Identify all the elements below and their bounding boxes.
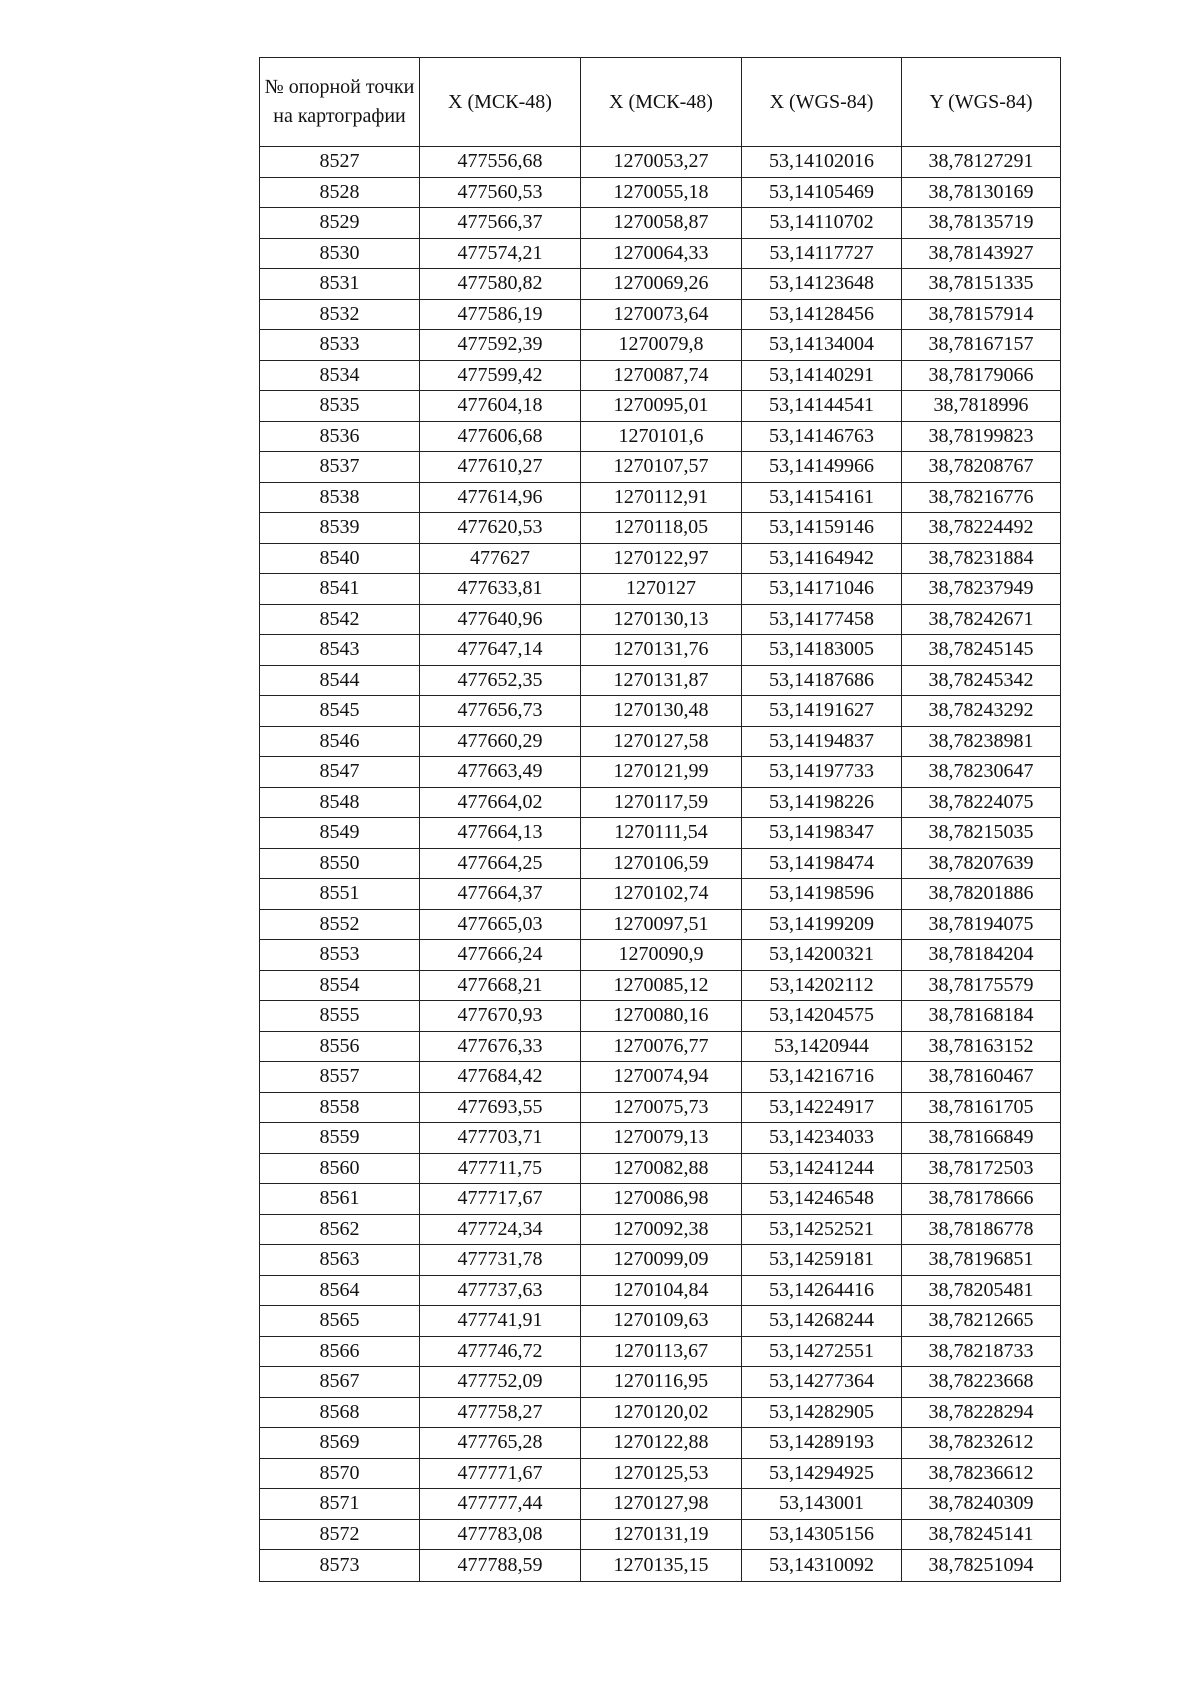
cell-y-wgs84: 38,78216776 — [902, 482, 1061, 513]
cell-x-wgs84: 53,14202112 — [742, 970, 902, 1001]
cell-x-msk48-second: 1270135,15 — [581, 1550, 742, 1582]
cell-x-msk48: 477560,53 — [420, 177, 581, 208]
cell-y-wgs84: 38,78245342 — [902, 665, 1061, 696]
cell-x-wgs84: 53,1420944 — [742, 1031, 902, 1062]
cell-x-msk48: 477633,81 — [420, 574, 581, 605]
cell-x-msk48-second: 1270092,38 — [581, 1214, 742, 1245]
cell-x-msk48: 477660,29 — [420, 726, 581, 757]
cell-point-number: 8543 — [260, 635, 420, 666]
cell-x-wgs84: 53,14234033 — [742, 1123, 902, 1154]
table-row — [260, 360, 1061, 391]
table-row — [260, 787, 1061, 818]
cell-y-wgs84: 38,78167157 — [902, 330, 1061, 361]
cell-x-wgs84: 53,14198226 — [742, 787, 902, 818]
table-row — [260, 726, 1061, 757]
cell-x-msk48-second: 1270097,51 — [581, 909, 742, 940]
cell-point-number: 8553 — [260, 940, 420, 971]
table-row — [260, 1123, 1061, 1154]
cell-x-wgs84: 53,14199209 — [742, 909, 902, 940]
cell-x-msk48-second: 1270099,09 — [581, 1245, 742, 1276]
cell-x-msk48: 477663,49 — [420, 757, 581, 788]
cell-y-wgs84: 38,78218733 — [902, 1336, 1061, 1367]
table-row — [260, 391, 1061, 422]
cell-point-number: 8551 — [260, 879, 420, 910]
cell-x-msk48: 477665,03 — [420, 909, 581, 940]
table-header — [260, 58, 1061, 147]
cell-x-wgs84: 53,14105469 — [742, 177, 902, 208]
table-row — [260, 1367, 1061, 1398]
cell-point-number: 8564 — [260, 1275, 420, 1306]
cell-x-msk48-second: 1270069,26 — [581, 269, 742, 300]
table-row — [260, 1092, 1061, 1123]
cell-y-wgs84: 38,78230647 — [902, 757, 1061, 788]
cell-x-msk48: 477777,44 — [420, 1489, 581, 1520]
cell-y-wgs84: 38,78243292 — [902, 696, 1061, 727]
cell-x-wgs84: 53,14117727 — [742, 238, 902, 269]
cell-point-number: 8544 — [260, 665, 420, 696]
cell-x-wgs84: 53,143001 — [742, 1489, 902, 1520]
cell-x-msk48: 477647,14 — [420, 635, 581, 666]
cell-x-msk48: 477668,21 — [420, 970, 581, 1001]
cell-x-msk48-second: 1270090,9 — [581, 940, 742, 971]
cell-y-wgs84: 38,78224492 — [902, 513, 1061, 544]
table-row — [260, 574, 1061, 605]
cell-x-wgs84: 53,14241244 — [742, 1153, 902, 1184]
cell-y-wgs84: 38,78161705 — [902, 1092, 1061, 1123]
cell-x-wgs84: 53,14140291 — [742, 360, 902, 391]
table-row — [260, 970, 1061, 1001]
cell-x-wgs84: 53,14259181 — [742, 1245, 902, 1276]
cell-x-msk48: 477666,24 — [420, 940, 581, 971]
cell-y-wgs84: 38,78232612 — [902, 1428, 1061, 1459]
cell-point-number: 8527 — [260, 147, 420, 178]
cell-x-wgs84: 53,14305156 — [742, 1519, 902, 1550]
cell-x-wgs84: 53,14128456 — [742, 299, 902, 330]
table-body — [260, 147, 1061, 1582]
cell-y-wgs84: 38,78231884 — [902, 543, 1061, 574]
cell-y-wgs84: 38,78205481 — [902, 1275, 1061, 1306]
cell-x-msk48: 477717,67 — [420, 1184, 581, 1215]
cell-x-wgs84: 53,14191627 — [742, 696, 902, 727]
cell-x-msk48: 477724,34 — [420, 1214, 581, 1245]
cell-point-number: 8546 — [260, 726, 420, 757]
table-row — [260, 665, 1061, 696]
cell-x-msk48: 477614,96 — [420, 482, 581, 513]
cell-x-msk48: 477664,37 — [420, 879, 581, 910]
cell-point-number: 8573 — [260, 1550, 420, 1582]
cell-x-msk48-second: 1270131,19 — [581, 1519, 742, 1550]
table-row — [260, 1062, 1061, 1093]
cell-x-msk48-second: 1270076,77 — [581, 1031, 742, 1062]
cell-point-number: 8535 — [260, 391, 420, 422]
cell-x-msk48: 477640,96 — [420, 604, 581, 635]
cell-y-wgs84: 38,78237949 — [902, 574, 1061, 605]
cell-x-wgs84: 53,14200321 — [742, 940, 902, 971]
cell-x-msk48-second: 1270080,16 — [581, 1001, 742, 1032]
cell-x-msk48: 477676,33 — [420, 1031, 581, 1062]
cell-x-msk48-second: 1270118,05 — [581, 513, 742, 544]
cell-x-wgs84: 53,14149966 — [742, 452, 902, 483]
cell-x-msk48-second: 1270106,59 — [581, 848, 742, 879]
header-point-number: № опорной точки на картографии — [260, 58, 420, 147]
cell-x-msk48: 477656,73 — [420, 696, 581, 727]
cell-point-number: 8568 — [260, 1397, 420, 1428]
cell-point-number: 8549 — [260, 818, 420, 849]
table-row — [260, 147, 1061, 178]
cell-point-number: 8548 — [260, 787, 420, 818]
cell-x-wgs84: 53,14272551 — [742, 1336, 902, 1367]
cell-x-wgs84: 53,14289193 — [742, 1428, 902, 1459]
cell-x-msk48: 477566,37 — [420, 208, 581, 239]
table-row — [260, 696, 1061, 727]
cell-x-wgs84: 53,14277364 — [742, 1367, 902, 1398]
cell-x-msk48: 477610,27 — [420, 452, 581, 483]
cell-x-msk48-second: 1270117,59 — [581, 787, 742, 818]
cell-x-msk48-second: 1270130,48 — [581, 696, 742, 727]
cell-x-msk48: 477592,39 — [420, 330, 581, 361]
cell-y-wgs84: 38,7818996 — [902, 391, 1061, 422]
cell-x-wgs84: 53,14187686 — [742, 665, 902, 696]
table-row — [260, 1184, 1061, 1215]
table-row — [260, 1001, 1061, 1032]
cell-point-number: 8567 — [260, 1367, 420, 1398]
cell-x-msk48: 477783,08 — [420, 1519, 581, 1550]
cell-y-wgs84: 38,78127291 — [902, 147, 1061, 178]
cell-y-wgs84: 38,78168184 — [902, 1001, 1061, 1032]
cell-y-wgs84: 38,78236612 — [902, 1458, 1061, 1489]
cell-y-wgs84: 38,78151335 — [902, 269, 1061, 300]
cell-point-number: 8571 — [260, 1489, 420, 1520]
cell-y-wgs84: 38,78215035 — [902, 818, 1061, 849]
cell-y-wgs84: 38,78242671 — [902, 604, 1061, 635]
table-row — [260, 635, 1061, 666]
cell-x-wgs84: 53,14282905 — [742, 1397, 902, 1428]
cell-x-msk48-second: 1270109,63 — [581, 1306, 742, 1337]
cell-x-msk48: 477731,78 — [420, 1245, 581, 1276]
cell-x-msk48: 477664,02 — [420, 787, 581, 818]
cell-point-number: 8555 — [260, 1001, 420, 1032]
cell-x-msk48-second: 1270131,76 — [581, 635, 742, 666]
cell-x-msk48: 477765,28 — [420, 1428, 581, 1459]
cell-x-wgs84: 53,14183005 — [742, 635, 902, 666]
cell-point-number: 8531 — [260, 269, 420, 300]
cell-point-number: 8556 — [260, 1031, 420, 1062]
cell-y-wgs84: 38,78223668 — [902, 1367, 1061, 1398]
cell-x-wgs84: 53,14198474 — [742, 848, 902, 879]
cell-x-wgs84: 53,14171046 — [742, 574, 902, 605]
cell-x-msk48-second: 1270075,73 — [581, 1092, 742, 1123]
cell-x-msk48: 477606,68 — [420, 421, 581, 452]
cell-x-msk48-second: 1270074,94 — [581, 1062, 742, 1093]
cell-x-msk48: 477741,91 — [420, 1306, 581, 1337]
table-row — [260, 909, 1061, 940]
cell-x-wgs84: 53,14264416 — [742, 1275, 902, 1306]
cell-point-number: 8545 — [260, 696, 420, 727]
cell-y-wgs84: 38,78212665 — [902, 1306, 1061, 1337]
cell-x-wgs84: 53,14134004 — [742, 330, 902, 361]
cell-point-number: 8528 — [260, 177, 420, 208]
cell-point-number: 8550 — [260, 848, 420, 879]
table-row — [260, 1458, 1061, 1489]
table-row — [260, 1489, 1061, 1520]
cell-x-msk48-second: 1270120,02 — [581, 1397, 742, 1428]
table-row — [260, 177, 1061, 208]
cell-x-wgs84: 53,14268244 — [742, 1306, 902, 1337]
cell-x-wgs84: 53,14194837 — [742, 726, 902, 757]
cell-point-number: 8570 — [260, 1458, 420, 1489]
table-row — [260, 513, 1061, 544]
cell-x-msk48-second: 1270127 — [581, 574, 742, 605]
cell-y-wgs84: 38,78208767 — [902, 452, 1061, 483]
cell-x-msk48-second: 1270125,53 — [581, 1458, 742, 1489]
table-row — [260, 1336, 1061, 1367]
table-row — [260, 848, 1061, 879]
cell-x-wgs84: 53,14198596 — [742, 879, 902, 910]
cell-x-msk48-second: 1270104,84 — [581, 1275, 742, 1306]
cell-x-msk48-second: 1270113,67 — [581, 1336, 742, 1367]
cell-point-number: 8539 — [260, 513, 420, 544]
cell-point-number: 8557 — [260, 1062, 420, 1093]
cell-x-msk48: 477586,19 — [420, 299, 581, 330]
table-row — [260, 238, 1061, 269]
cell-x-msk48: 477752,09 — [420, 1367, 581, 1398]
cell-x-msk48: 477599,42 — [420, 360, 581, 391]
cell-y-wgs84: 38,78199823 — [902, 421, 1061, 452]
cell-point-number: 8572 — [260, 1519, 420, 1550]
cell-y-wgs84: 38,78143927 — [902, 238, 1061, 269]
header-x-msk48-second: X (МСК-48) — [581, 58, 742, 147]
cell-x-msk48-second: 1270082,88 — [581, 1153, 742, 1184]
cell-point-number: 8538 — [260, 482, 420, 513]
cell-y-wgs84: 38,78245145 — [902, 635, 1061, 666]
cell-y-wgs84: 38,78160467 — [902, 1062, 1061, 1093]
cell-x-msk48-second: 1270102,74 — [581, 879, 742, 910]
table-row — [260, 543, 1061, 574]
cell-x-msk48-second: 1270111,54 — [581, 818, 742, 849]
header-row — [260, 58, 1061, 147]
cell-x-msk48-second: 1270095,01 — [581, 391, 742, 422]
cell-x-msk48: 477664,25 — [420, 848, 581, 879]
header-y-wgs84: Y (WGS-84) — [902, 58, 1061, 147]
table-row — [260, 269, 1061, 300]
cell-x-msk48: 477604,18 — [420, 391, 581, 422]
cell-x-msk48: 477652,35 — [420, 665, 581, 696]
cell-y-wgs84: 38,78240309 — [902, 1489, 1061, 1520]
cell-x-msk48-second: 1270079,8 — [581, 330, 742, 361]
cell-y-wgs84: 38,78224075 — [902, 787, 1061, 818]
table-row — [260, 330, 1061, 361]
cell-x-msk48: 477627 — [420, 543, 581, 574]
cell-y-wgs84: 38,78207639 — [902, 848, 1061, 879]
cell-x-msk48-second: 1270107,57 — [581, 452, 742, 483]
table-row — [260, 1428, 1061, 1459]
cell-x-msk48-second: 1270085,12 — [581, 970, 742, 1001]
cell-x-msk48-second: 1270122,88 — [581, 1428, 742, 1459]
cell-x-msk48-second: 1270112,91 — [581, 482, 742, 513]
cell-x-wgs84: 53,14216716 — [742, 1062, 902, 1093]
cell-x-wgs84: 53,14294925 — [742, 1458, 902, 1489]
cell-x-wgs84: 53,14252521 — [742, 1214, 902, 1245]
cell-x-msk48-second: 1270087,74 — [581, 360, 742, 391]
cell-point-number: 8537 — [260, 452, 420, 483]
table-row — [260, 208, 1061, 239]
cell-point-number: 8565 — [260, 1306, 420, 1337]
cell-point-number: 8534 — [260, 360, 420, 391]
cell-point-number: 8540 — [260, 543, 420, 574]
cell-y-wgs84: 38,78196851 — [902, 1245, 1061, 1276]
cell-x-msk48-second: 1270131,87 — [581, 665, 742, 696]
table-row — [260, 452, 1061, 483]
cell-x-msk48-second: 1270073,64 — [581, 299, 742, 330]
cell-x-msk48: 477737,63 — [420, 1275, 581, 1306]
cell-x-wgs84: 53,14146763 — [742, 421, 902, 452]
cell-y-wgs84: 38,78166849 — [902, 1123, 1061, 1154]
cell-point-number: 8533 — [260, 330, 420, 361]
cell-x-wgs84: 53,14123648 — [742, 269, 902, 300]
cell-point-number: 8561 — [260, 1184, 420, 1215]
table-row — [260, 482, 1061, 513]
cell-y-wgs84: 38,78228294 — [902, 1397, 1061, 1428]
cell-x-msk48: 477771,67 — [420, 1458, 581, 1489]
table-row — [260, 1031, 1061, 1062]
cell-x-msk48: 477574,21 — [420, 238, 581, 269]
cell-x-msk48-second: 1270101,6 — [581, 421, 742, 452]
cell-x-msk48: 477758,27 — [420, 1397, 581, 1428]
cell-x-msk48: 477684,42 — [420, 1062, 581, 1093]
cell-x-wgs84: 53,14246548 — [742, 1184, 902, 1215]
cell-x-wgs84: 53,14224917 — [742, 1092, 902, 1123]
table-row — [260, 604, 1061, 635]
cell-x-msk48-second: 1270053,27 — [581, 147, 742, 178]
cell-point-number: 8541 — [260, 574, 420, 605]
cell-x-msk48-second: 1270127,58 — [581, 726, 742, 757]
cell-x-wgs84: 53,14102016 — [742, 147, 902, 178]
cell-x-msk48-second: 1270127,98 — [581, 1489, 742, 1520]
table-row — [260, 1306, 1061, 1337]
cell-x-msk48: 477746,72 — [420, 1336, 581, 1367]
cell-point-number: 8569 — [260, 1428, 420, 1459]
table-row — [260, 1275, 1061, 1306]
cell-x-msk48: 477620,53 — [420, 513, 581, 544]
cell-x-msk48: 477670,93 — [420, 1001, 581, 1032]
table-row — [260, 940, 1061, 971]
cell-y-wgs84: 38,78172503 — [902, 1153, 1061, 1184]
cell-x-wgs84: 53,14204575 — [742, 1001, 902, 1032]
table-row — [260, 1214, 1061, 1245]
coordinates-table — [259, 57, 1061, 1582]
cell-point-number: 8566 — [260, 1336, 420, 1367]
cell-x-wgs84: 53,14197733 — [742, 757, 902, 788]
header-x-wgs84: X (WGS-84) — [742, 58, 902, 147]
cell-x-msk48: 477693,55 — [420, 1092, 581, 1123]
table-row — [260, 1550, 1061, 1582]
cell-y-wgs84: 38,78178666 — [902, 1184, 1061, 1215]
cell-x-wgs84: 53,14159146 — [742, 513, 902, 544]
table-row — [260, 818, 1061, 849]
cell-y-wgs84: 38,78194075 — [902, 909, 1061, 940]
table-row — [260, 299, 1061, 330]
cell-point-number: 8536 — [260, 421, 420, 452]
cell-x-msk48: 477580,82 — [420, 269, 581, 300]
cell-x-msk48: 477788,59 — [420, 1550, 581, 1582]
table-row — [260, 879, 1061, 910]
cell-point-number: 8552 — [260, 909, 420, 940]
cell-y-wgs84: 38,78201886 — [902, 879, 1061, 910]
cell-x-msk48-second: 1270116,95 — [581, 1367, 742, 1398]
cell-x-wgs84: 53,14110702 — [742, 208, 902, 239]
table-row — [260, 1519, 1061, 1550]
cell-y-wgs84: 38,78163152 — [902, 1031, 1061, 1062]
table-row — [260, 421, 1061, 452]
table-row — [260, 1397, 1061, 1428]
cell-point-number: 8558 — [260, 1092, 420, 1123]
cell-point-number: 8554 — [260, 970, 420, 1001]
cell-y-wgs84: 38,78245141 — [902, 1519, 1061, 1550]
cell-x-msk48-second: 1270122,97 — [581, 543, 742, 574]
cell-point-number: 8529 — [260, 208, 420, 239]
cell-point-number: 8530 — [260, 238, 420, 269]
cell-point-number: 8559 — [260, 1123, 420, 1154]
cell-x-wgs84: 53,14144541 — [742, 391, 902, 422]
cell-point-number: 8562 — [260, 1214, 420, 1245]
cell-x-msk48-second: 1270079,13 — [581, 1123, 742, 1154]
cell-y-wgs84: 38,78130169 — [902, 177, 1061, 208]
cell-x-msk48-second: 1270058,87 — [581, 208, 742, 239]
cell-x-msk48: 477556,68 — [420, 147, 581, 178]
table-row — [260, 757, 1061, 788]
cell-y-wgs84: 38,78251094 — [902, 1550, 1061, 1582]
cell-y-wgs84: 38,78238981 — [902, 726, 1061, 757]
cell-x-msk48-second: 1270055,18 — [581, 177, 742, 208]
cell-x-wgs84: 53,14310092 — [742, 1550, 902, 1582]
cell-y-wgs84: 38,78157914 — [902, 299, 1061, 330]
cell-y-wgs84: 38,78184204 — [902, 940, 1061, 971]
cell-y-wgs84: 38,78179066 — [902, 360, 1061, 391]
cell-point-number: 8563 — [260, 1245, 420, 1276]
cell-y-wgs84: 38,78186778 — [902, 1214, 1061, 1245]
cell-x-wgs84: 53,14164942 — [742, 543, 902, 574]
cell-x-msk48: 477703,71 — [420, 1123, 581, 1154]
cell-x-wgs84: 53,14198347 — [742, 818, 902, 849]
cell-x-msk48: 477711,75 — [420, 1153, 581, 1184]
cell-x-msk48: 477664,13 — [420, 818, 581, 849]
cell-point-number: 8547 — [260, 757, 420, 788]
cell-x-msk48-second: 1270086,98 — [581, 1184, 742, 1215]
cell-x-msk48-second: 1270130,13 — [581, 604, 742, 635]
cell-x-msk48-second: 1270121,99 — [581, 757, 742, 788]
header-x-msk48: X (МСК-48) — [420, 58, 581, 147]
cell-y-wgs84: 38,78135719 — [902, 208, 1061, 239]
cell-point-number: 8560 — [260, 1153, 420, 1184]
cell-x-wgs84: 53,14154161 — [742, 482, 902, 513]
table-row — [260, 1153, 1061, 1184]
cell-point-number: 8532 — [260, 299, 420, 330]
cell-y-wgs84: 38,78175579 — [902, 970, 1061, 1001]
cell-x-msk48-second: 1270064,33 — [581, 238, 742, 269]
cell-point-number: 8542 — [260, 604, 420, 635]
table-row — [260, 1245, 1061, 1276]
cell-x-wgs84: 53,14177458 — [742, 604, 902, 635]
